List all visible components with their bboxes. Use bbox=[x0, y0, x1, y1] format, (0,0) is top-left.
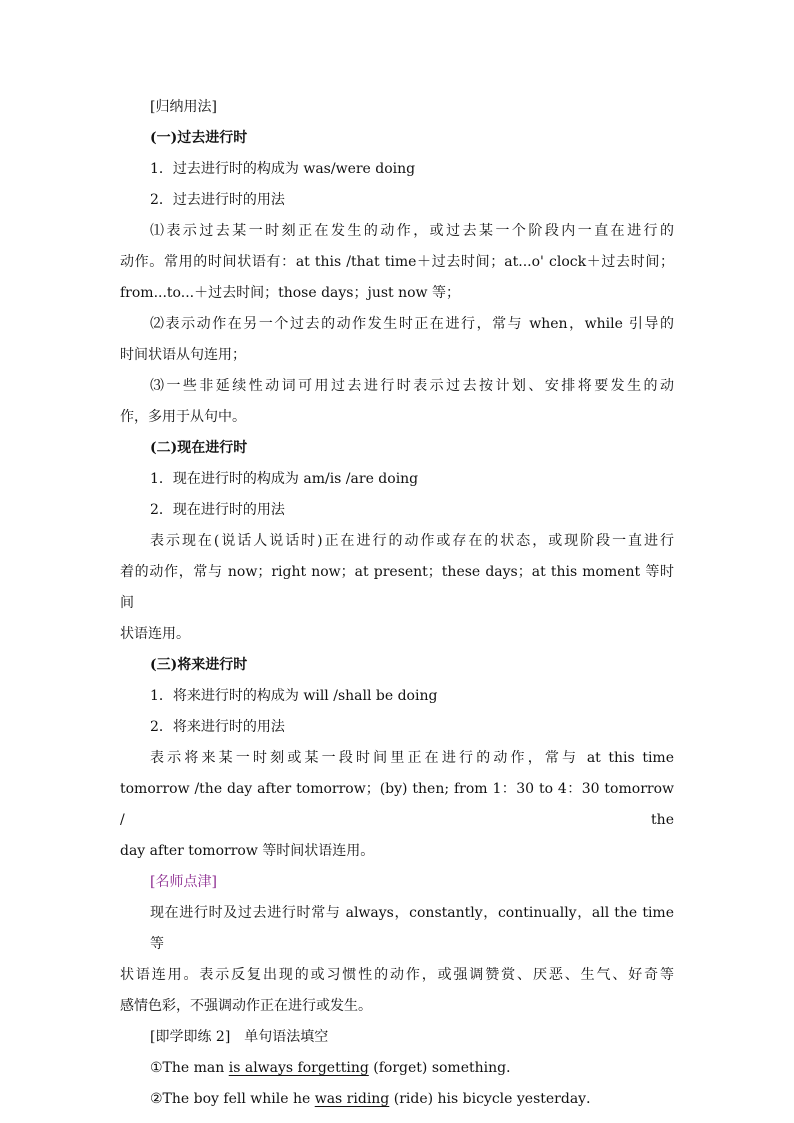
exercise-text: (forget) something． bbox=[368, 1060, 521, 1076]
heading-present-continuous: (二)现在进行时 bbox=[150, 440, 248, 456]
text-line: 时间状语从句连用； bbox=[120, 347, 246, 363]
text-line: 2．现在进行时的用法 bbox=[150, 502, 285, 518]
text-line: 状语连用。表示反复出现的或习惯性的动作，或强调赞赏、厌恶、生气、好奇等 bbox=[120, 967, 674, 983]
text-line: 1．现在进行时的构成为 am/is /are doing bbox=[150, 471, 419, 487]
text-line: 1．过去进行时的构成为 was/were doing bbox=[150, 161, 416, 177]
text-line: ⑴表示过去某一时刻正在发生的动作，或过去某一个阶段内一直在进行的 bbox=[150, 223, 674, 239]
text-line: 动作。常用的时间状语有：at this /that time＋过去时间；at...o' clock＋过去时间； bbox=[120, 254, 674, 270]
exercise-text: ①The man bbox=[150, 1060, 229, 1076]
text-line: 作，多用于从句中。 bbox=[120, 409, 246, 425]
section-label: [归纳用法] bbox=[150, 99, 217, 115]
answer-blank: was riding bbox=[314, 1091, 390, 1107]
document-body bbox=[120, 92, 674, 1115]
heading-past-continuous: (一)过去进行时 bbox=[150, 130, 248, 146]
heading-future-continuous: (三)将来进行时 bbox=[150, 657, 248, 673]
exercise-title: [即学即练 2] 单句语法填空 bbox=[150, 1029, 329, 1045]
text-line: from...to...＋过去时间；those days；just now 等； bbox=[120, 285, 460, 301]
exercise-item bbox=[120, 1053, 674, 1084]
text-line: 现在进行时及过去进行时常与 always，constantly，continually，all the time 等 bbox=[150, 905, 674, 952]
text-line: 1．将来进行时的构成为 will /shall be doing bbox=[150, 688, 438, 704]
text-line: 状语连用。 bbox=[120, 626, 190, 642]
text-line: 2．将来进行时的用法 bbox=[150, 719, 285, 735]
exercise-item bbox=[120, 1084, 674, 1115]
exercise-text: (ride) his bicycle yesterday． bbox=[389, 1091, 601, 1107]
text-line: ⑶一些非延续性动词可用过去进行时表示过去按计划、安排将要发生的动 bbox=[150, 378, 674, 394]
answer-blank: is always forgetting bbox=[228, 1060, 369, 1076]
text-line: tomorrow /the day after tomorrow；(by) then; from 1：30 to 4：30 tomorrow / the bbox=[120, 781, 674, 828]
text-line: 2．过去进行时的用法 bbox=[150, 192, 285, 208]
text-line: 表示将来某一时刻或某一段时间里正在进行的动作，常与 at this time bbox=[150, 750, 674, 766]
exercise-text: ②The boy fell while he bbox=[150, 1091, 315, 1107]
text-line: 着的动作，常与 now；right now；at present；these days；at this moment 等时间 bbox=[120, 564, 674, 611]
text-line: day after tomorrow 等时间状语连用。 bbox=[120, 843, 375, 859]
text-line: 表示现在(说话人说话时)正在进行的动作或存在的状态，或现阶段一直进行 bbox=[150, 533, 674, 549]
text-line: 感情色彩，不强调动作正在进行或发生。 bbox=[120, 998, 372, 1014]
text-line: ⑵表示动作在另一个过去的动作发生时正在进行，常与 when，while 引导的 bbox=[150, 316, 674, 332]
teacher-note-label: [名师点津] bbox=[150, 874, 217, 890]
